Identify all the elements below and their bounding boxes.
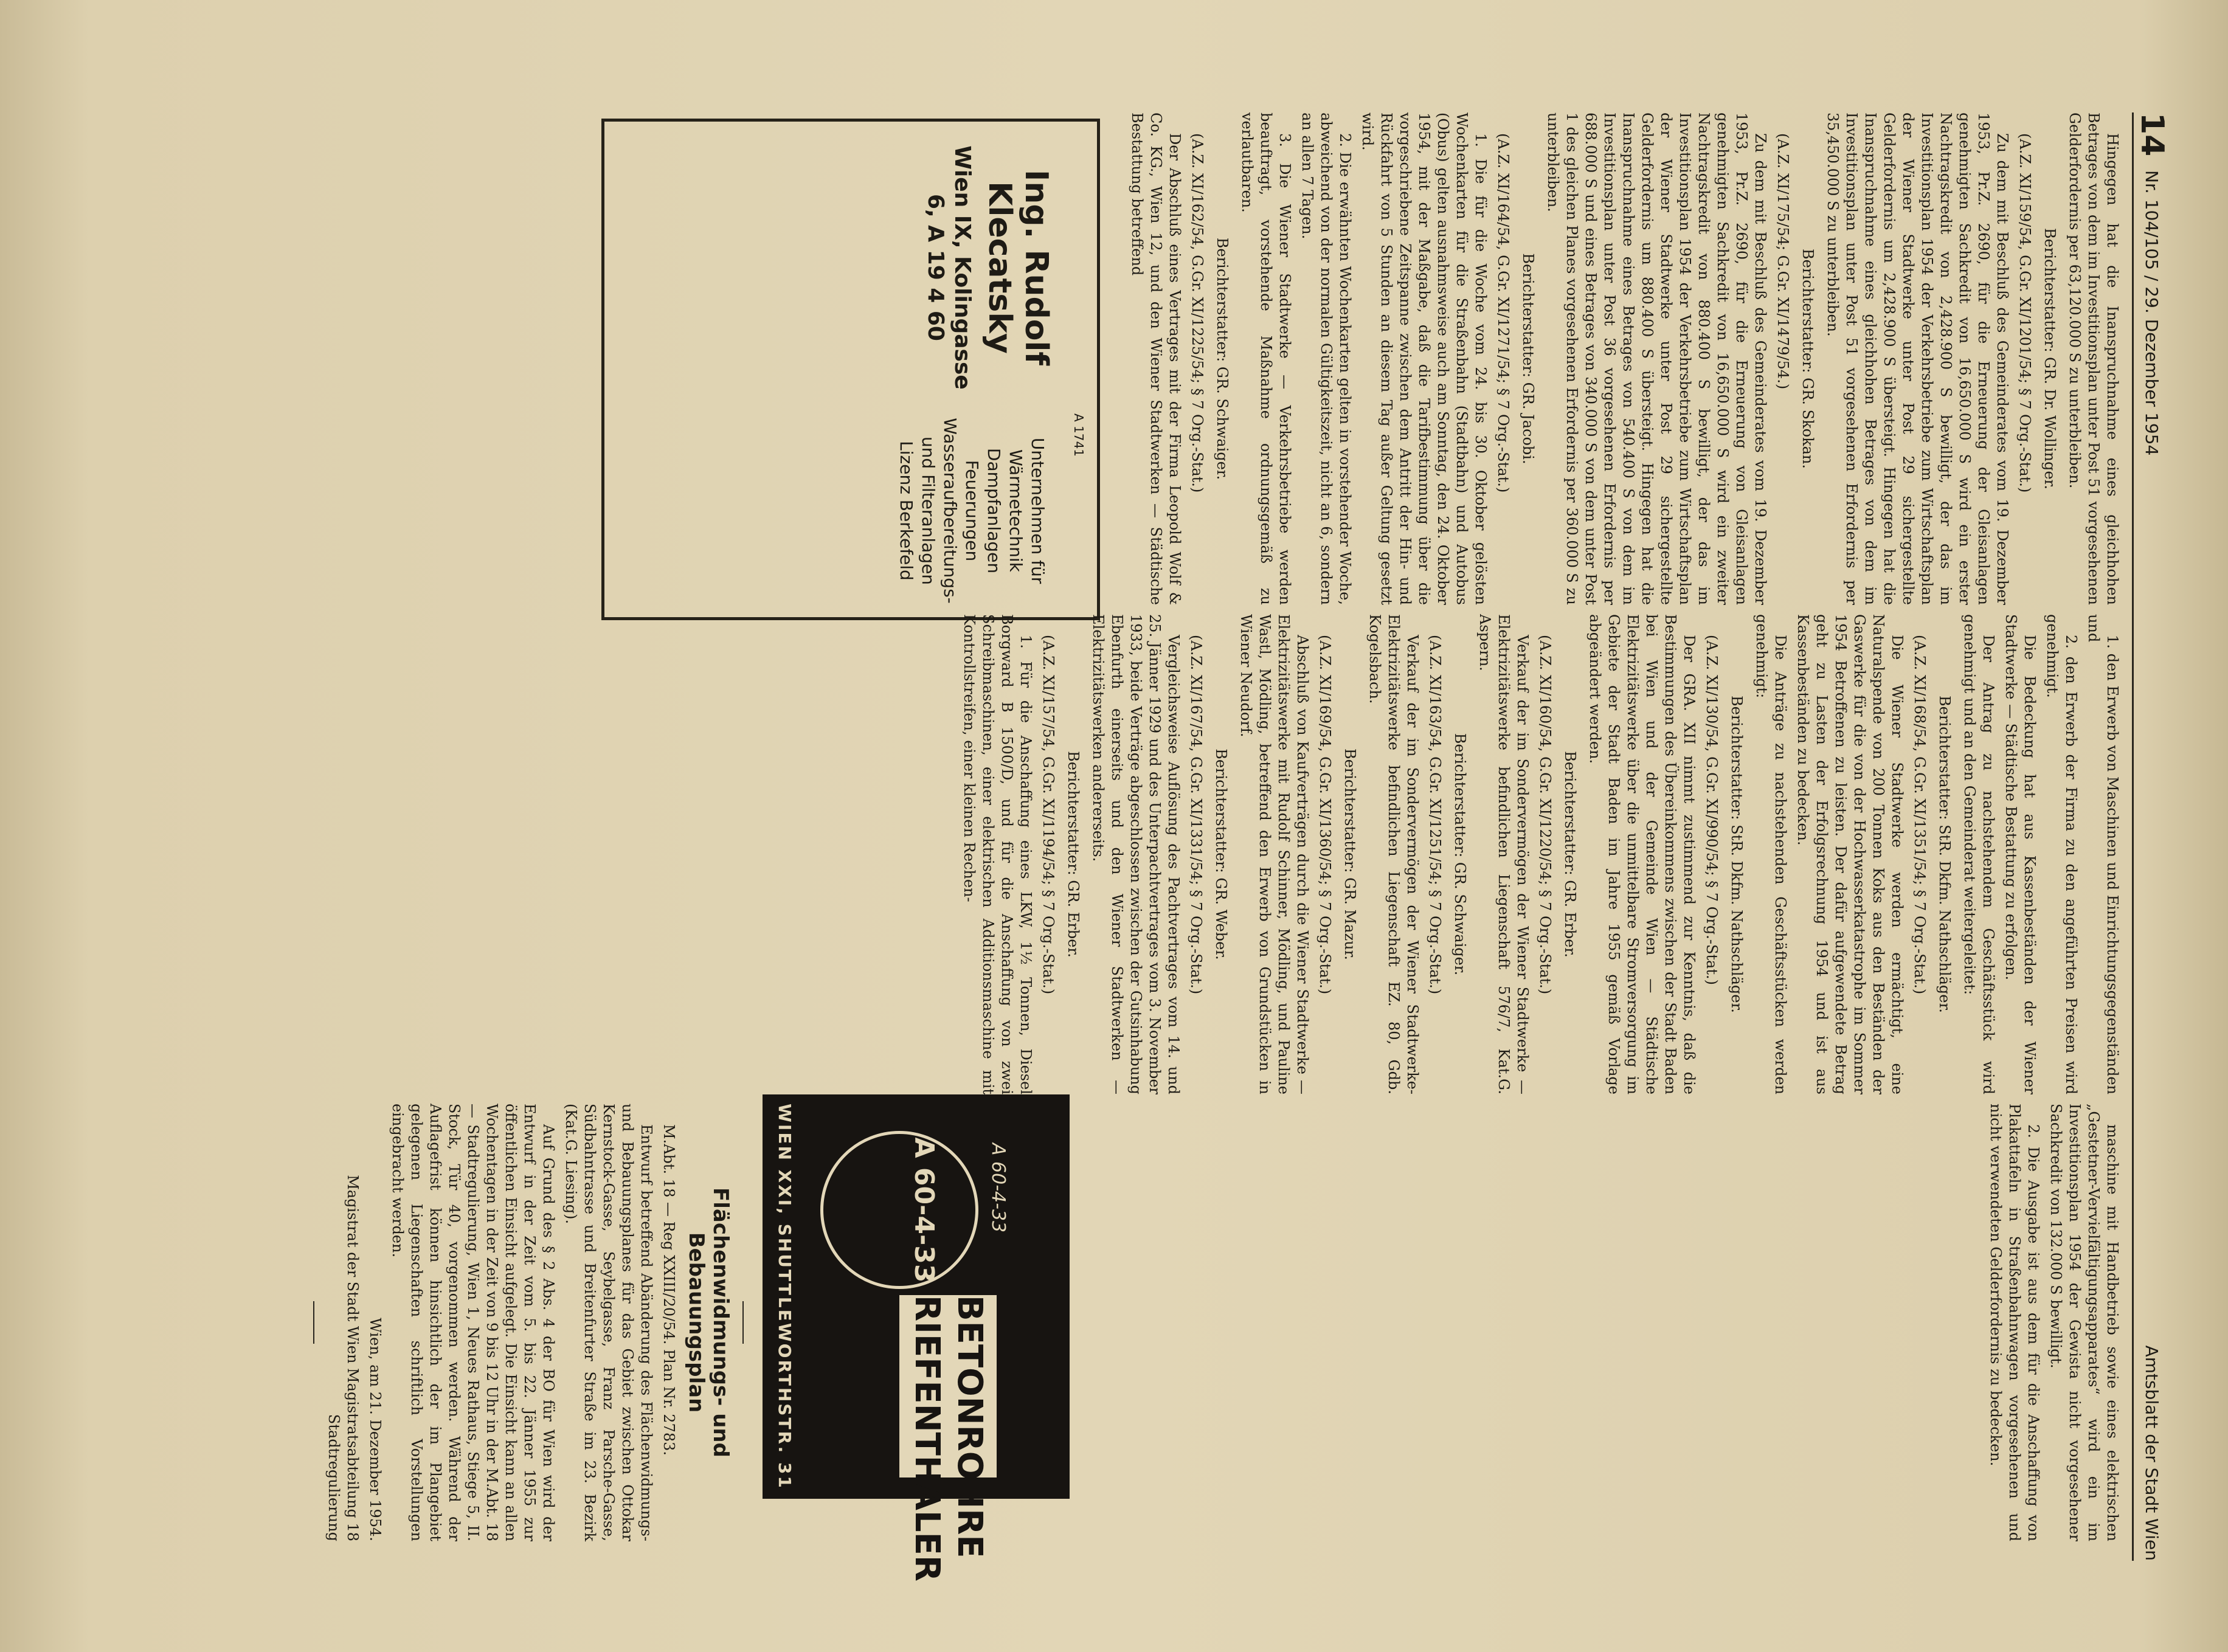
rapporteur: Berichterstatter: GR. Erber. bbox=[1065, 751, 1082, 958]
rapporteur: Berichterstatter: GR. Weber. bbox=[1213, 748, 1230, 960]
reference: (A.Z. XI/130/54, G.Gr. XI/990/54; § 7 Org.-Stat.) bbox=[1703, 635, 1720, 985]
ad-reference: A 1741 bbox=[1071, 413, 1086, 457]
paragraph: 1. Die für die Woche vom 24. bis 30. Oktober gelösten Wochenkarten für die Straßenbahn (Stadtbahn) und Autobus (Obus) gelten ausnahmsweise auch am Sonntag, den 24. Oktober 1954, mit der Maßgabe, daß die Tarifbestimmung über die vorgeschriebene Zeitspanne zwischen dem Antritt der Hin- und Rückfahrt von 5 Stunden an diesem Tag außer Geltung gesetzt wird. bbox=[1359, 112, 1489, 605]
ad-badge bbox=[820, 1131, 978, 1289]
paragraph: Verkauf der im Sondervermögen der Wiener Stadtwerke-Elektrizitätswerke befindlichen Liegenschaft EZ. 80, Gdb. Kogelsbach. bbox=[1366, 614, 1421, 1094]
rapporteur: Berichterstatter: GR. Jacobi. bbox=[1520, 253, 1537, 465]
rapporteur: Berichterstatter: GR. Dr. Wollinger. bbox=[2041, 228, 2058, 489]
paragraph: maschine mit Handbetrieb sowie eines elektrischen „Gestetner-Vervielfältigungsapparates“ wird ein im Investitionsplan 1954 der Gewista nicht vorgesehener Sachkredit von 132.000 S bewilligt. bbox=[2047, 1104, 2121, 1541]
rapporteur: Berichterstatter: GR. Mazur. bbox=[1341, 748, 1358, 961]
reference: (A.Z. XI/167/54, G.Gr. XI/1331/54; § 7 Org.-Stat.) bbox=[1188, 635, 1205, 995]
ad-company-name: Ing. Rudolf Klecatsky bbox=[981, 170, 1054, 365]
rapporteur: Berichterstatter: StR. Dkfm. Nathschläger. bbox=[1936, 696, 1953, 1013]
paragraph: Abschluß von Kaufverträgen durch die Wiener Stadtwerke — Elektrizitätswerke mit Rudolf Schinner, Mödling, und Pauline Wastl, Mödling, betreffend den Erwerb von Grundstücken in Wiener Neudorf. bbox=[1237, 614, 1311, 1094]
paragraph: 1. den Erwerb von Maschinen und Einrichtungsgegenständen und bbox=[2085, 614, 2121, 1094]
reference: M.Abt. 18 — Reg XXIII/20/54. Plan Nr. 2783. bbox=[660, 1124, 677, 1456]
reference: (A.Z. XI/168/54, G.Gr. XI/1351/54; § 7 Org.-Stat.) bbox=[1911, 635, 1928, 995]
column-3 bbox=[1982, 1104, 2122, 1541]
paragraph: Der Abschluß eines Vertrages mit der Firma Leopold Wolf & Co. KG., Wien 12, und den Wiener Stadtwerken — Städtische Bestattung betreffend bbox=[1129, 112, 1183, 605]
rapporteur: Berichterstatter: GR. Erber. bbox=[1562, 751, 1579, 958]
rapporteur: Berichterstatter: GR. Schwaiger. bbox=[1214, 237, 1231, 480]
service-line: Wasseraufbereitungs- bbox=[940, 418, 960, 604]
ad-services bbox=[895, 413, 1048, 608]
ad-title-line: BETONROHRE bbox=[950, 1295, 989, 1558]
reference: (A.Z. XI/175/54; G.Gr. XI/1479/54.) bbox=[1774, 133, 1791, 390]
reference: (A.Z. XI/169/54, G.Gr. XI/1360/54; § 7 Org.-Stat.) bbox=[1316, 635, 1334, 995]
ad-title bbox=[899, 1295, 997, 1582]
divider bbox=[313, 1301, 314, 1344]
reference: (A.Z. XI/157/54, G.Gr. XI/1194/54; § 7 Org.-Stat.) bbox=[1040, 635, 1057, 995]
rapporteur: Berichterstatter: GR. Skokan. bbox=[1799, 248, 1816, 469]
badge-text: A 60-4-33 bbox=[908, 1137, 939, 1283]
rapporteur: Berichterstatter: GR. Schwaiger. bbox=[1451, 733, 1469, 976]
rapporteur: Berichterstatter: StR. Dkfm. Nathschläger. bbox=[1728, 696, 1745, 1013]
paragraph: 2. Die erwähnten Wochenkarten gelten in vorstehender Woche, abweichend von der normalen Gültigkeitszeit, nicht an 6, sondern an allen 7 Tagen. bbox=[1299, 112, 1354, 605]
service-line: Lizenz Berkefeld bbox=[896, 441, 916, 581]
page-number: 14 bbox=[2134, 112, 2170, 157]
service-line: Dampfanlagen bbox=[984, 448, 1004, 574]
paragraph: Die Bedeckung hat aus Kassenbeständen der Wiener Stadtwerke — Städtische Bestattung zu erfolgen. bbox=[2002, 614, 2038, 1094]
reference: (A.Z. XI/160/54, G.Gr. XI/1220/54; § 7 Org.-Stat.) bbox=[1537, 635, 1554, 995]
ad-title-line: RIEFENTHALER bbox=[907, 1295, 947, 1582]
paragraph: Zu dem mit Beschluß des Gemeinderates vom 19. Dezember 1953, Pr.Z. 2690, für die Erneuerung der Gleisanlagen genehmigten Sachkredit von 16,650.000 S wird ein erster Nachtragskredit von 2,428.900 S bewilligt, der das im Investitionsplan 1954 der Verkehrsbetriebe zum Wirtschaftsplan der Wiener Stadtwerke unter Post 29 sichergestellte Gelderfordernis um 2,428.900 S übersteigt. Hingegen hat die Inanspruchnahme eines gleichhohen Betrages von dem im Investitionsplan unter Post 51 vorgesehenen Erfordernis per 35,450.000 S zu unterbleiben. bbox=[1824, 112, 2011, 605]
reference: (A.Z. XI/159/54, G.Gr. XI/1201/54; § 7 Org.-Stat.) bbox=[2016, 133, 2033, 493]
paragraph: 1. Für die Anschaffung eines LKW, 1½ Tonnen, Diesel Borgward B 1500/D, und für die Anschaffung von zwei Schreibmaschinen, einer elektrischen Additionsmaschine mit Kontrollstreifen, einer kleinen Rechen- bbox=[961, 614, 1034, 1094]
paragraph: Auf Grund des § 2 Abs. 4 der BO für Wien wird der Entwurf in der Zeit vom 5. bis 22. Jänner 1955 zur öffentlichen Einsicht aufgelegt. Die Einsicht kann an allen Wochentagen in der Zeit von 9 bis 12 Uhr in der M.Abt. 18 — Stadtregulierung, Wien 1, Neues Rathaus, Stiege 5, II. Stock, Tür 40, vorgenommen werden. Während der Auflagefrist können hinsichtlich der im Plangebiet gelegenen Liegenschaften schriftlich Vorstellungen eingebracht werden. bbox=[389, 1104, 557, 1541]
paragraph: Die Wiener Stadtwerke werden ermächtigt, eine Naturalspende von 200 Tonnen Koks aus den Beständen der Gaswerke für die von der Hochwasserkatastrophe im Sommer 1954 Betroffenen zu leisten. Der dafür aufgewendete Betrag geht zu Lasten der Erfolgsrechnung 1954 und ist aus Kassenbeständen zu bedecken. bbox=[1794, 614, 1906, 1094]
paragraph: 2. den Erwerb der Firma zu den angeführten Preisen wird genehmigt. bbox=[2044, 614, 2080, 1094]
service-line: Wärmetechnik bbox=[1006, 449, 1026, 572]
ad-street: WIEN XXI, SHUTTLEWORTHSTR. 31 bbox=[775, 1104, 795, 1490]
column-2 bbox=[956, 614, 2122, 1094]
paragraph: Hingegen hat die Inanspruchnahme eines gleichhohen Betrages von dem im Investitionsplan unter Post 51 vorgesehenen Gelderfordernis per 63,120.000 S zu unterbleiben. bbox=[2066, 112, 2121, 605]
column-3-lower bbox=[303, 1104, 753, 1541]
date-line: Wien, am 21. Dezember 1954. bbox=[367, 1318, 384, 1541]
paragraph: Die Anträge zu nachstehenden Geschäftsstücken werden genehmigt: bbox=[1753, 614, 1789, 1094]
divider bbox=[742, 1301, 744, 1344]
issue-label: Nr. 104/105 / 29. Dezember 1954 bbox=[2142, 170, 2162, 456]
reference: (A.Z. XI/164/54, G.Gr. XI/1271/54; § 7 Org.-Stat.) bbox=[1495, 133, 1512, 493]
service-line: Feuerungen bbox=[962, 460, 982, 562]
page-header bbox=[2132, 112, 2170, 1561]
reference: (A.Z. XI/163/54, G.Gr. XI/1251/54; § 7 Org.-Stat.) bbox=[1427, 635, 1444, 995]
paragraph: 3. Die Wiener Stadtwerke — Verkehrsbetriebe werden beauftragt, vorstehende Maßnahme ordnungsgemäß zu verlautbaren. bbox=[1239, 112, 1293, 605]
paragraph: Vergleichsweise Auflösung des Pachtvertrages vom 14. und 25. Jänner 1929 und des Unterpachtvertrages vom 3. November 1933, beide Verträge abgeschlossen zwischen der Gutsinhabung Ebenfurth einerseits und den Wiener Stadtwerken — Elektrizitätswerken andererseits. bbox=[1090, 614, 1182, 1094]
service-line: und Filteranlagen bbox=[918, 436, 938, 586]
service-line: Unternehmen für bbox=[1028, 437, 1048, 584]
ad-address: Wien IX, Kolingasse 6, A 19 4 60 bbox=[923, 145, 975, 390]
paragraph: Der Antrag zu nachstehendem Geschäftsstück wird genehmigt und an den Gemeinderat weitergeleitet: bbox=[1961, 614, 1997, 1094]
column-1 bbox=[1124, 112, 2122, 605]
section-heading: Flächenwidmungs- und Bebauungsplan bbox=[684, 1187, 733, 1457]
ad-phone: A 60-4-33 bbox=[988, 1143, 1009, 1233]
paragraph: 2. Die Ausgabe ist aus dem für die Anschaffung von Plakattafeln in Straßenbahnwagen vorgesehenen und nicht verwendeten Gelderfordernis zu bedecken. bbox=[1987, 1104, 2042, 1541]
advertisement-klecatsky bbox=[601, 119, 1100, 620]
paragraph: Entwurf betreffend Abänderung des Flächenwidmungs- und Bebauungsplanes für das Gebiet zwischen Ottokar Kernstock-Gasse, Seybelgasse, Franz Parsche-Gasse, Südbahntrasse und Breitenfurter Straße im 23. Bezirk (Kat.G. Liesing). bbox=[562, 1104, 655, 1541]
publication-title: Amtsblatt der Stadt Wien bbox=[2142, 1345, 2162, 1561]
paragraph: Verkauf der im Sondervermögen der Wiener Stadtwerke — Elektrizitätswerke befindlichen Liegenschaft 576/7, Kat.G. Aspern. bbox=[1476, 614, 1531, 1094]
reference: (A.Z. XI/162/54, G.Gr. XI/1225/54; § 7 Org.-Stat.) bbox=[1189, 133, 1206, 493]
paragraph: Zu dem mit Beschluß des Gemeinderates vom 19. Dezember 1953, Pr.Z. 2690, für die Erneuerung von Gleisanlagen genehmigten Sachkredit von 16,650.000 S wird ein zweiter Nachtragskredit von 880.400 S bewilligt, der das im Investitionsplan 1954 der Verkehrsbetriebe zum Wirtschaftsplan der Wiener Stadtwerke unter Post 29 sichergestellte Gelderfordernis um 880.400 S übersteigt. Hingegen hat die Inanspruchnahme eines Betrages von 540.400 S von dem im Investitionsplan unter Post 36 vorgesehenen Erfordernis per 688.000 S und eines Betrages von 340.000 S von dem unter Post 1 des gleichen Planes vorgesehenen Erfordernis per 360.000 S zu unterbleiben. bbox=[1545, 112, 1769, 605]
signature: Magistrat der Stadt Wien Magistratsabteilung 18 Stadtregulierung bbox=[325, 1175, 361, 1541]
advertisement-betonrohre bbox=[763, 1094, 1070, 1582]
paragraph: Der GRA. XII nimmt zustimmend zur Kenntnis, daß die Bestimmungen des Übereinkommens zwischen der Stadt Baden bei Wien und der Gemeinde Wien — Städtische Elektrizitätswerke über die unmittelbare Stromversorgung im Gebiete der Stadt Baden im Jahre 1955 gemäß Vorlage abgeändert werden. bbox=[1586, 614, 1698, 1094]
